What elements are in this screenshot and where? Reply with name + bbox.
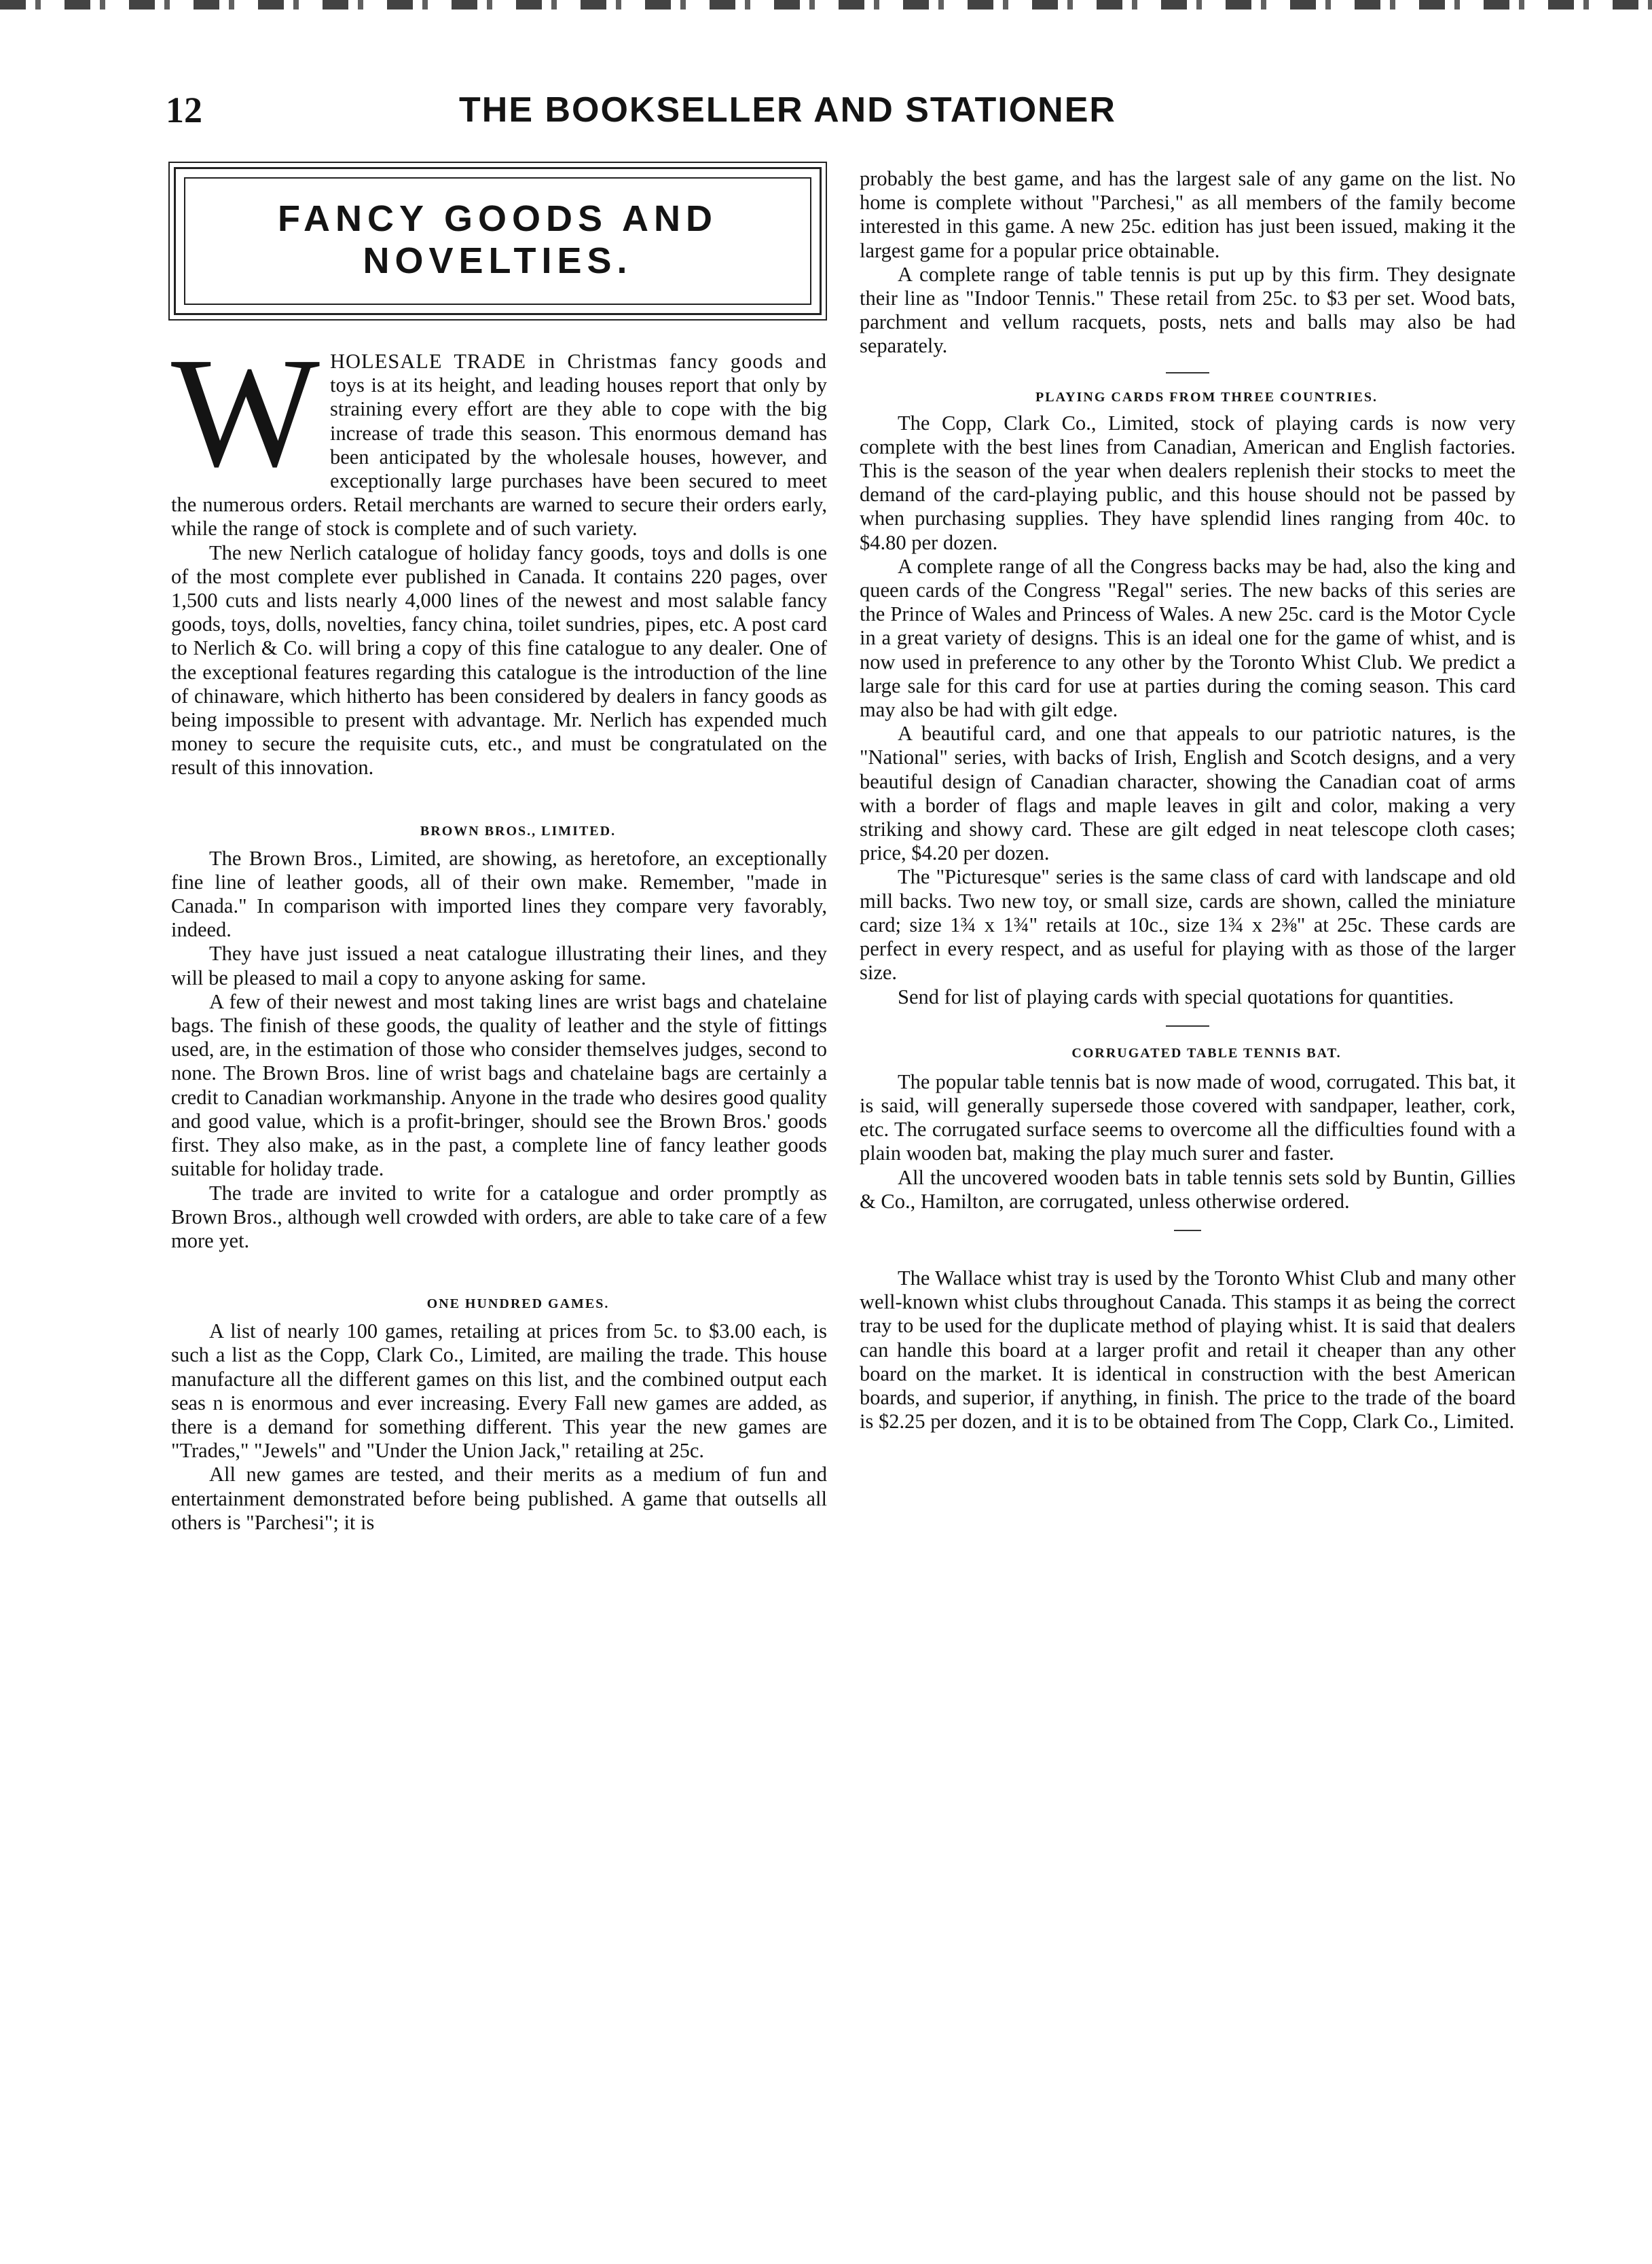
right-paragraph-4: A complete range of all the Congress backs may be had, also the king and queen cards of the Congress "Regal" series. The new backs of this series are the Prince of Wales and Princess of Wales. A new 25c. card is the Motor Cycle in a great variety of designs. This is an ideal one for the game of whist, and is now used in preference to any other by the Toronto Whist Club. We predict a large sale for this card for use at parties during the coming season. This card may also be had with gilt edge. [860, 554, 1516, 722]
left-paragraph-4: They have just issued a neat catalogue illustrating their lines, and they will be pleased to mail a copy to anyone asking for same. [171, 942, 827, 989]
right-paragraph-6: The "Picturesque" series is the same class of card with landscape and old mill backs. Two new toy, or small size, cards are shown, called the miniature card; size 1¾ x 1¾" retails at 10c., size 1¾ x 2⅜" at 25c. These cards are perfect in every respect, and as useful for playing with as those of the larger size. [860, 865, 1516, 985]
section-title-box [174, 167, 822, 315]
left-paragraph-3: The Brown Bros., Limited, are showing, as heretofore, an exceptionally fine line of leather goods, all of their own make. Remember, "made in Canada." In comparison with imported lines they compare very favorably, indeed. [171, 846, 827, 942]
subhead-corrugated-bat: CORRUGATED TABLE TENNIS BAT. [1071, 1045, 1342, 1061]
right-column [860, 167, 1516, 1434]
running-head: THE BOOKSELLER AND STATIONER [459, 90, 1116, 130]
scan-edge-artifact [0, 0, 1652, 10]
left-paragraph-7: A list of nearly 100 games, retailing at prices from 5c. to $3.00 each, is such a list as the Copp, Clark Co., Limited, are mailing the trade. This house manufacture all the different games on this list, and the combined output each seas n is enormous and ever increasing. Every Fall new games are added, as there is a demand for something different. This year the new games are "Trades," "Jewels" and "Under the Union Jack," retailing at 25c. [171, 1319, 827, 1463]
right-paragraph-2: A complete range of table tennis is put up by this firm. They designate their line as "Indoor Tennis." These retail from 25c. to $3 per set. Wood bats, parchment and vellum racquets, posts, nets and balls may also be had separately. [860, 262, 1516, 358]
subhead-brown-bros: BROWN BROS., LIMITED. [420, 823, 617, 839]
subhead-one-hundred-games: ONE HUNDRED GAMES. [426, 1296, 610, 1312]
left-paragraph-8: All new games are tested, and their merits as a medium of fun and entertainment demonstrated before being published. A game that outsells all others is "Parchesi"; it is [171, 1463, 827, 1534]
right-paragraph-10: The Wallace whist tray is used by the Toronto Whist Club and many other well-known whist clubs throughout Canada. This stamps it as being the correct tray to be used for the duplicate method of playing whist. It is said that dealers can handle this board at a larger profit and retail it cheaper than any other board on the market. It is identical in construction with the best American boards, and superior, if anything, in finish. The price to the trade of the board is $2.25 per dozen, and it is to be obtained from The Copp, Clark Co., Limited. [860, 1266, 1516, 1434]
right-paragraph-7: Send for list of playing cards with special quotations for quantities. [898, 985, 1454, 1008]
left-paragraph-2: The new Nerlich catalogue of holiday fancy goods, toys and dolls is one of the most complete ever published in Canada. It contains 220 pages, over 1,500 cuts and lists nearly 4,000 lines of the newest and most salable fancy goods, toys, dolls, novelties, fancy china, toilet sundries, pipes, etc. A post card to Nerlich & Co. will bring a copy of this fine catalogue to any dealer. One of the exceptional features regarding this catalogue is the introduction of the line of chinaware, which hitherto has been considered by dealers in fancy goods as being impossible to present with advantage. Mr. Nerlich has expended much money to secure the requisite cuts, etc., and must be congratulated on the result of this innovation. [171, 541, 827, 780]
left-paragraph-6: The trade are invited to write for a catalogue and order promptly as Brown Bros., although well crowded with orders, are able to take care of a few more yet. [171, 1181, 827, 1252]
left-column [171, 325, 827, 1535]
section-title [176, 198, 820, 282]
right-paragraph-8: The popular table tennis bat is now made of wood, corrugated. This bat, it is said, will generally supersede those covered with sandpaper, leather, cork, etc. The corrugated surface seems to overcome all the difficulties found with a plain wooden bat, making the play much surer and faster. [860, 1070, 1516, 1165]
right-paragraph-1: probably the best game, and has the largest sale of any game on the list. No home is complete without "Parchesi," as all members of the family become interested in this game. A new 25c. edition has just been issued, making it the largest game for a popular price obtainable. [860, 167, 1516, 262]
section-title-line-2: NOVELTIES. [363, 240, 633, 281]
page-number: 12 [166, 90, 202, 130]
left-paragraph-1: WHOLESALE TRADE in Christmas fancy goods and toys is at its height, and leading houses report that only by straining every effort are they able to cope with the big increase of trade this season. This enormous demand has been anticipated by the wholesale houses, however, and exceptionally large purchases have been secured to meet the numerous orders. Retail merchants are warned to secure their orders early, while the range of stock is complete and of such variety. [171, 325, 827, 541]
right-paragraph-5: A beautiful card, and one that appeals to our patriotic natures, is the "National" series, with backs of Irish, English and Scotch designs, and a very beautiful design of Canadian character, showing the Canadian coat of arms with a border of flags and maple leaves in gilt and color, making a very striking and showy card. These are gilt edged in neat telescope cloth cases; price, $4.20 per dozen. [860, 722, 1516, 865]
subhead-playing-cards: PLAYING CARDS FROM THREE COUNTRIES. [1035, 389, 1378, 405]
right-paragraph-9: All the uncovered wooden bats in table tennis sets sold by Buntin, Gillies & Co., Hamilton, are corrugated, unless otherwise ordered. [860, 1165, 1516, 1213]
left-paragraph-5: A few of their newest and most taking lines are wrist bags and chatelaine bags. The finish of these goods, the quality of leather and the style of fittings used, are, in the estimation of those who consider themselves judges, second to none. The Brown Bros. line of wrist bags and chatelaine bags are certainly a credit to Canadian workmanship. Anyone in the trade who desires good quality and good value, which is a profit-bringer, should see the Brown Bros.' goods first. They also make, as in the past, a complete line of fancy leather goods suitable for holiday trade. [171, 989, 827, 1181]
right-paragraph-3: The Copp, Clark Co., Limited, stock of playing cards is now very complete with the best lines from Canadian, American and English factories. This is the season of the year when dealers replenish their stocks to meet the demand of the card-playing public, and this house should not be passed by when purchasing supplies. They have splendid lines ranging from 40c. to $4.80 per dozen. [860, 411, 1516, 554]
section-title-line-1: FANCY GOODS AND [277, 198, 718, 239]
